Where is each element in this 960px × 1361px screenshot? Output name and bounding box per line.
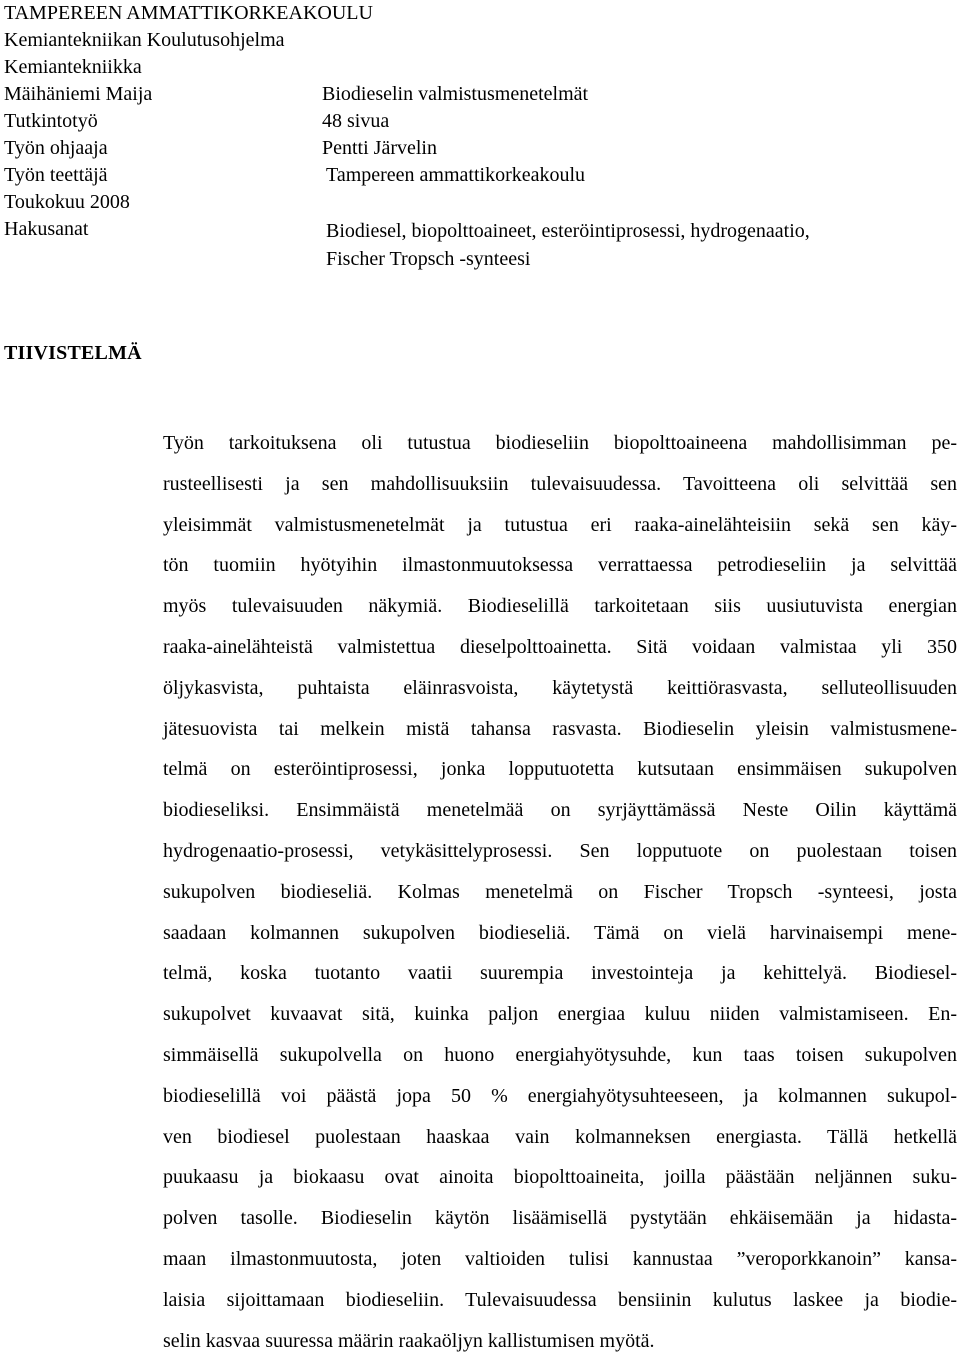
programme-line [4,27,954,54]
keywords-line: Fischer Tropsch -synteesi [326,248,531,270]
abstract-line: ven biodiesel puolestaan haaskaa vain kolmanneksen energiasta. Tällä hetkellä [163,1125,957,1148]
commissioner-name: Tampereen ammattikorkeakoulu [326,164,586,186]
abstract-line: saadaan kolmannen sukupolven biodieseliä. Tämä on vielä harvinaisempi mene- [163,921,957,944]
page-count: 48 sivua [322,110,390,132]
programme-name: Kemiantekniikan Koulutusohjelma [4,29,285,51]
thesis-type: Tutkintotyö [4,110,98,132]
abstract-body [163,423,957,1361]
author-row [4,81,954,108]
abstract-line: telmä, koska tuotanto vaatii suurempia investointeja ja kehittelyä. Biodiesel- [163,962,957,985]
abstract-line: laisia sijoittamaan biodieseliin. Tulevaisuudessa bensiinin kulutus laskee ja biodie- [163,1288,957,1311]
document-header [4,0,954,270]
field-name: Kemiantekniikka [4,56,142,78]
keywords-row [4,216,954,270]
school-name: TAMPEREEN AMMATTIKORKEAKOULU [4,2,373,24]
abstract-line: polven tasolle. Biodieselin käytön lisäämisellä pystytään ehkäisemään ja hidasta- [163,1207,957,1230]
abstract-line: raaka-ainelähteistä valmistettua dieselpolttoainetta. Sitä voidaan valmistaa yli 350 [163,635,957,658]
abstract-line: hydrogenaatio-prosessi, vetykäsittelyprosessi. Sen lopputuote on puolestaan toisen [163,839,957,862]
abstract-line: biodieseliksi. Ensimmäistä menetelmää on syrjäyttämässä Neste Oilin käyttämä [163,799,957,822]
keywords-line: Biodiesel, biopolttoaineet, esteröintiprosessi, hydrogenaatio, [326,220,810,242]
author-name: Mäihäniemi Maija [4,83,153,105]
date-row [4,189,954,216]
thesis-title: Biodieselin valmistusmenetelmät [322,83,589,105]
thesis-type-row [4,108,954,135]
keywords-label: Hakusanat [4,218,89,240]
supervisor-label: Työn ohjaaja [4,137,108,159]
commissioner-row [4,162,954,189]
thesis-date: Toukokuu 2008 [4,191,130,213]
abstract-line: puukaasu ja biokaasu ovat ainoita biopolttoaineita, joilla päästään neljännen suku- [163,1166,957,1189]
abstract-line: rusteellisesti ja sen mahdollisuuksiin tulevaisuudessa. Tavoitteena oli selvittää sen [163,472,957,495]
abstract-line: sukupolven biodieseliä. Kolmas menetelmä on Fischer Tropsch -synteesi, josta [163,880,957,903]
abstract-line: Työn tarkoituksena oli tutustua biodieseliin biopolttoaineena mahdollisimman pe- [163,432,957,454]
supervisor-row [4,135,954,162]
keywords-value [326,216,946,272]
abstract-line: yleisimmät valmistusmenetelmät ja tutustua eri raaka-ainelähteisiin sekä sen käy- [163,513,957,536]
abstract-line: biodieselillä voi päästä jopa 50 % energiahyötysuhteeseen, ja kolmannen sukupol- [163,1084,957,1107]
school-name-line [4,0,954,27]
abstract-line: myös tulevaisuuden näkymiä. Biodieselillä tarkoitetaan siis uusiutuvista energian [163,595,957,618]
abstract-line: jätesuovista tai melkein mistä tahansa rasvasta. Biodieselin yleisin valmistusmene- [163,717,957,740]
field-line [4,54,954,81]
abstract-line: simmäisellä sukupolvella on huono energiahyötysuhde, kun taas toisen sukupolven [163,1043,957,1066]
abstract-line: tön tuomiin hyötyihin ilmastonmuutoksessa verrattaessa petrodieseliin ja selvittää [163,554,957,577]
commissioner-label: Työn teettäjä [4,164,108,186]
abstract-line: öljykasvista, puhtaista eläinrasvoista, käytetystä keittiörasvasta, selluteollisuuden [163,676,957,699]
abstract-line: sukupolvet kuvaavat sitä, kuinka paljon energiaa kuluu niiden valmistamiseen. En- [163,1003,957,1026]
abstract-title: TIIVISTELMÄ [4,342,142,364]
supervisor-name: Pentti Järvelin [322,137,437,159]
abstract-line: maan ilmastonmuutosta, joten valtioiden tulisi kannustaa ”veroporkkanoin” kansa- [163,1247,957,1270]
abstract-line: telmä on esteröintiprosessi, jonka lopputuotetta kutsutaan ensimmäisen sukupolven [163,758,957,781]
abstract-line: selin kasvaa suuressa määrin raakaöljyn kallistumisen myötä. [163,1329,655,1352]
